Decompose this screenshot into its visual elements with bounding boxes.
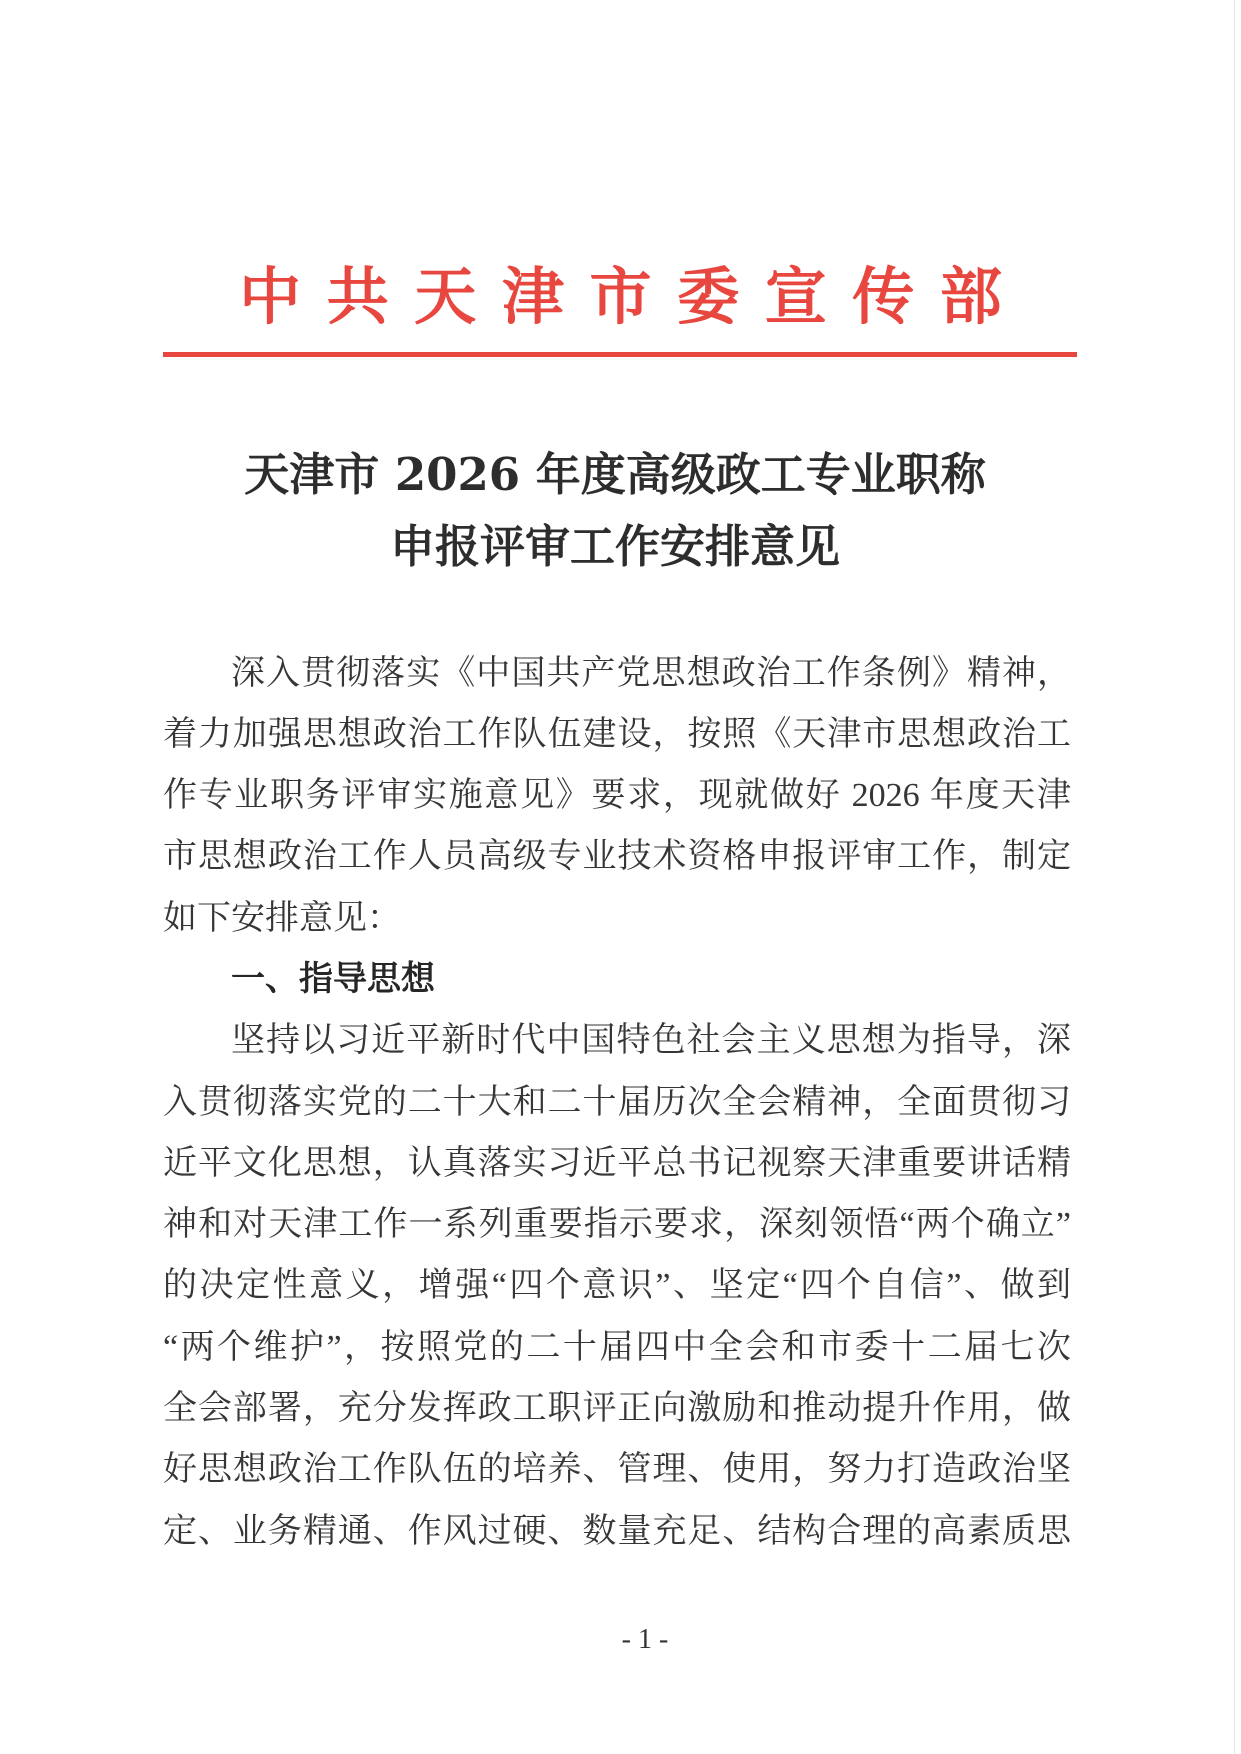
document-title-line-2: 申报评审工作安排意见	[389, 520, 840, 573]
issuing-organization-header: 中共天津市委宣传部	[239, 260, 1028, 333]
document-title	[0, 439, 1230, 583]
paragraph-line: 近平文化思想，认真落实习近平总书记视察天津重要讲话精	[163, 1144, 1071, 1182]
paragraph-line: 市思想政治工作人员高级专业技术资格申报评审工作，制定	[163, 838, 1071, 876]
paragraph-line: 入贯彻落实党的二十大和二十届历次全会精神，全面贯彻习	[163, 1083, 1071, 1121]
paragraph-line: 坚持以习近平新时代中国特色社会主义思想为指导，深	[231, 1022, 1071, 1060]
document-title-line-1: 天津市 2026 年度高级政工专业职称	[244, 448, 986, 501]
intro-paragraph	[163, 643, 1071, 949]
section-heading-guiding-ideology: 一、指导思想	[231, 958, 435, 999]
page-number: - 1 -	[621, 1624, 669, 1655]
paragraph-line: 全会部署，充分发挥政工职评正向激励和推动提升作用，做	[163, 1390, 1071, 1428]
document-body	[163, 643, 1071, 1562]
red-header-rule	[163, 352, 1077, 357]
paragraph-line: 定、业务精通、作风过硬、数量充足、结构合理的高素质思	[163, 1512, 1071, 1550]
paragraph-line: 着力加强思想政治工作队伍建设，按照《天津市思想政治工	[163, 715, 1071, 753]
paragraph-line: 深入贯彻落实《中国共产党思想政治工作条例》精神，	[231, 654, 1071, 692]
paragraph-line: 作专业职务评审实施意见》要求，现就做好 2026 年度天津	[163, 777, 1071, 815]
guiding-ideology-paragraph	[163, 1010, 1071, 1562]
paragraph-line: 神和对天津工作一系列重要指示要求，深刻领悟“两个确立”	[163, 1206, 1071, 1244]
paragraph-line: 如下安排意见：	[163, 899, 401, 937]
paragraph-line: 好思想政治工作队伍的培养、管理、使用，努力打造政治坚	[163, 1451, 1071, 1489]
paragraph-line: “两个维护”，按照党的二十届四中全会和市委十二届七次	[163, 1328, 1071, 1366]
paragraph-line: 的决定性意义，增强“四个意识”、坚定“四个自信”、做到	[163, 1267, 1071, 1305]
scan-edge-line	[1234, 0, 1235, 1754]
